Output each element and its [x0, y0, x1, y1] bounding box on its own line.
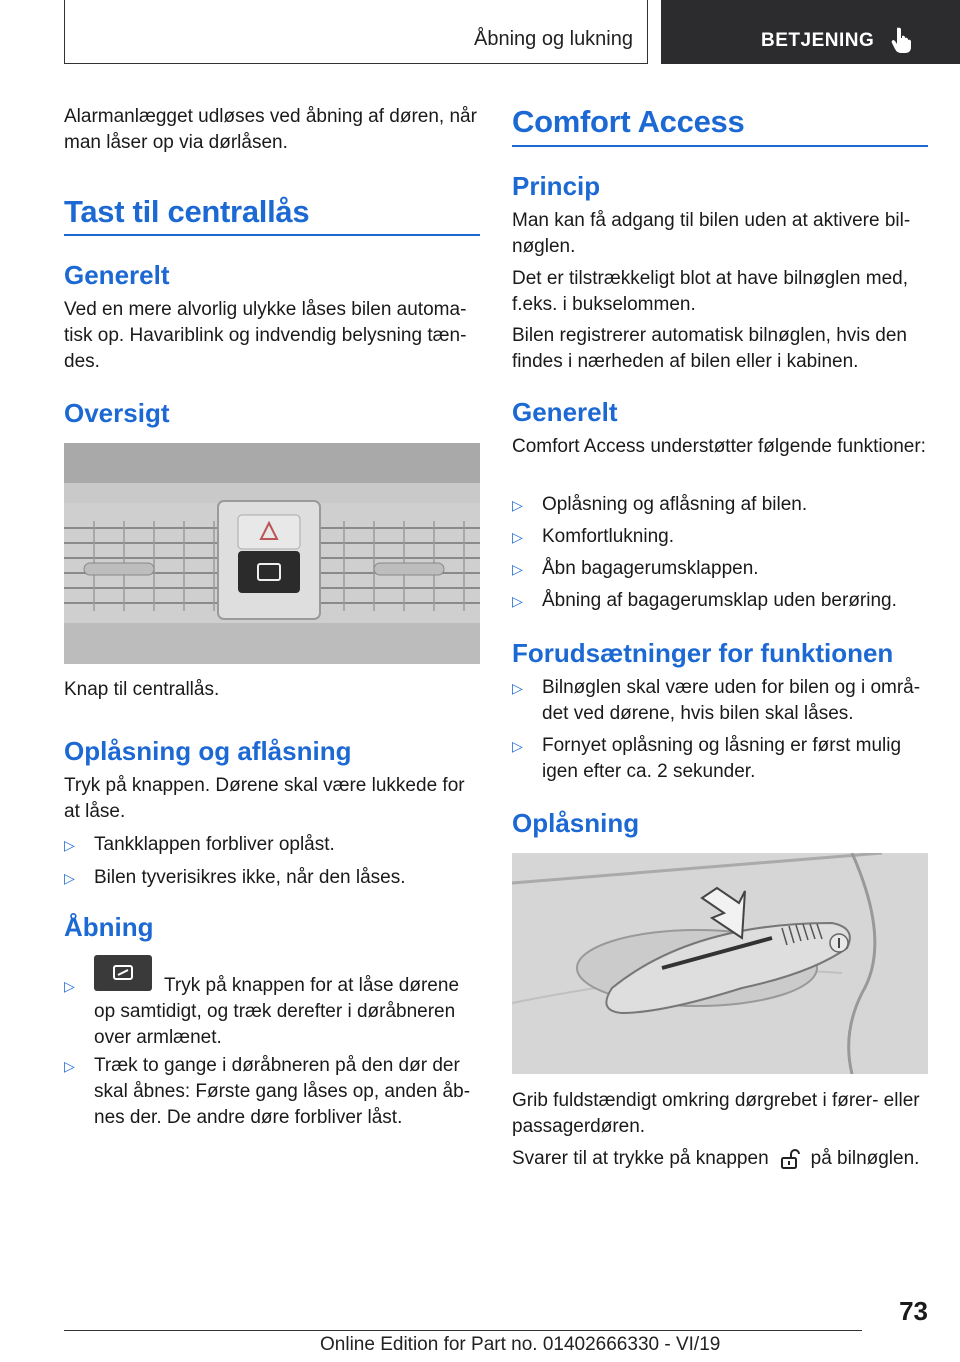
- heading-generelt-right: Generelt: [512, 397, 618, 427]
- triangle-right-icon: ▷: [512, 680, 523, 696]
- section-title-comfort-access: Comfort Access: [512, 104, 745, 139]
- princip-text-1: Man kan få adgang til bilen uden at aktivere bilnøglen.: [512, 210, 911, 257]
- princip-text-3: Bilen registrerer automatisk bilnøglen, hvis den findes i nærheden af bilen eller i kabinen.: [512, 325, 907, 372]
- triangle-right-icon: ▷: [512, 738, 523, 754]
- triangle-right-icon: ▷: [64, 1058, 75, 1074]
- triangle-right-icon: ▷: [512, 593, 523, 609]
- oplasning-text-2: Svarer til at trykke på knappen på bilnøglen.: [512, 1148, 920, 1169]
- triangle-right-icon: ▷: [64, 870, 75, 886]
- heading-oplasning-right: Oplåsning: [512, 808, 640, 838]
- triangle-right-icon: ▷: [512, 497, 523, 513]
- section-rule: [64, 234, 480, 236]
- princip-text-2: Det er tilstrækkeligt blot at have bilnøglen med, f.eks. i bukselommen.: [512, 268, 909, 315]
- edition-note: Online Edition for Part no. 01402666330 - VI/19: [320, 1334, 721, 1355]
- generelt-text-right: Comfort Access understøtter følgende funktioner:: [512, 436, 926, 457]
- unlock-icon: [779, 1148, 801, 1170]
- heading-abning: Åbning: [64, 912, 154, 942]
- oplasning-text: Tryk på knappen. Dørene skal være lukkede for at låse.: [64, 775, 465, 822]
- header-section-box: [661, 0, 960, 64]
- header-chapter-box: [64, 0, 648, 64]
- intro-text: Alarmanlægget udløses ved åbning af døren, når man låser op via dørlåsen.: [64, 106, 477, 153]
- heading-generelt-left: Generelt: [64, 260, 170, 290]
- heading-forudsaetninger: Forudsætninger for funktionen: [512, 638, 894, 668]
- triangle-right-icon: ▷: [512, 529, 523, 545]
- section-rule: [512, 145, 928, 147]
- heading-princip: Princip: [512, 171, 601, 201]
- pointing-hand-icon: [891, 26, 915, 54]
- door-handle-figure: [512, 853, 928, 1074]
- header-chapter: Åbning og lukning: [473, 28, 633, 50]
- generelt-text-left: Ved en mere alvorlig ulykke låses bilen automatisk op. Havariblink og indvendig belysning tændes.: [64, 299, 467, 372]
- oplasning-text-1: Grib fuldstændigt omkring dørgrebet i fører- eller passagerdøren.: [512, 1090, 920, 1137]
- header-section: BETJENING: [761, 30, 875, 51]
- heading-oplasning-aflasning: Oplåsning og aflåsning: [64, 736, 352, 766]
- heading-oversigt: Oversigt: [64, 398, 170, 428]
- triangle-right-icon: ▷: [512, 561, 523, 577]
- section-title-centrallas: Tast til centrallås: [64, 194, 310, 229]
- list-item: ▷ Tryk på knappen for at låse dørene op samtidigt, og træk derefter i døråbneren over armlænet.: [64, 955, 484, 1045]
- triangle-right-icon: ▷: [64, 978, 75, 994]
- triangle-right-icon: ▷: [64, 837, 75, 853]
- page-number: 73: [899, 1296, 928, 1326]
- footer-rule: [64, 1330, 862, 1331]
- central-lock-button-figure: [64, 443, 480, 664]
- figure-caption: Knap til centrallås.: [64, 679, 220, 700]
